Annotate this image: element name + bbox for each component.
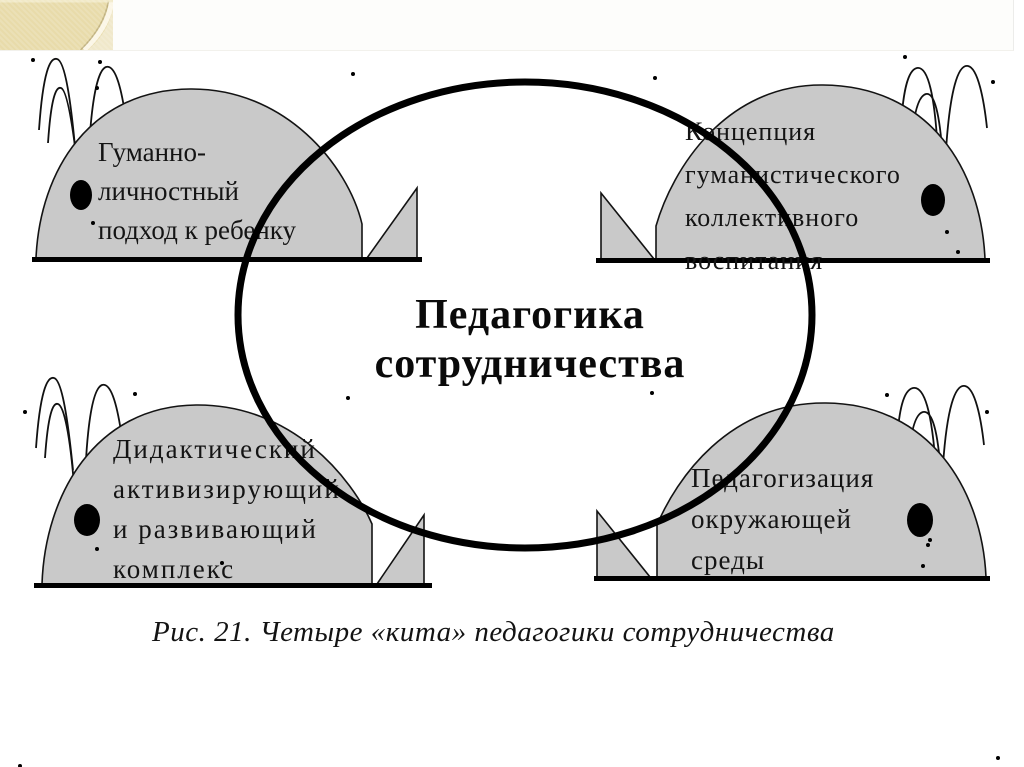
label-line: Дидактический (113, 434, 317, 464)
whale-tail (367, 188, 417, 258)
whale-eye (70, 180, 92, 210)
label-line: активизирующий (113, 474, 341, 504)
label-line: окружающей (691, 504, 852, 534)
speck (91, 221, 95, 225)
whale-tail (377, 515, 424, 584)
whale-eye (74, 504, 100, 536)
diagram-title-line: сотрудничества (374, 341, 686, 387)
spout-arc (946, 66, 987, 150)
whale-label-top-right (685, 110, 901, 282)
spout-arc (36, 378, 73, 470)
whale-label-top-left (98, 133, 296, 250)
spout-arc (45, 404, 74, 485)
figure-caption: Рис. 21. Четыре «кита» педагогики сотрудничества (152, 616, 835, 648)
label-line: и развивающий (113, 514, 318, 544)
label-line: Гуманно- (98, 137, 206, 167)
speck (945, 230, 949, 234)
label-line: комплекс (113, 554, 236, 584)
whale-eye (921, 184, 945, 216)
whale-label-bottom-left (113, 429, 341, 589)
whale-label-bottom-right (691, 458, 874, 581)
diagram-title (330, 291, 730, 389)
label-line: гуманистического (685, 160, 901, 189)
label-line: Педагогизация (691, 463, 875, 493)
spout-arc (39, 59, 76, 158)
speck (926, 543, 930, 547)
label-line: воспитания (685, 246, 824, 275)
whale-tail (601, 193, 654, 259)
speck (95, 547, 99, 551)
diagram-title-line: Педагогика (415, 292, 645, 338)
whale-eye (907, 503, 933, 537)
label-line: среды (691, 545, 765, 575)
label-line: личностный (98, 176, 239, 206)
whale-tail (597, 511, 650, 577)
spout-arc (943, 386, 984, 465)
whale-baseline (32, 257, 422, 262)
label-line: Концепция (685, 117, 817, 146)
label-line: подход к ребенку (98, 215, 296, 245)
label-line: коллективного (685, 203, 860, 232)
